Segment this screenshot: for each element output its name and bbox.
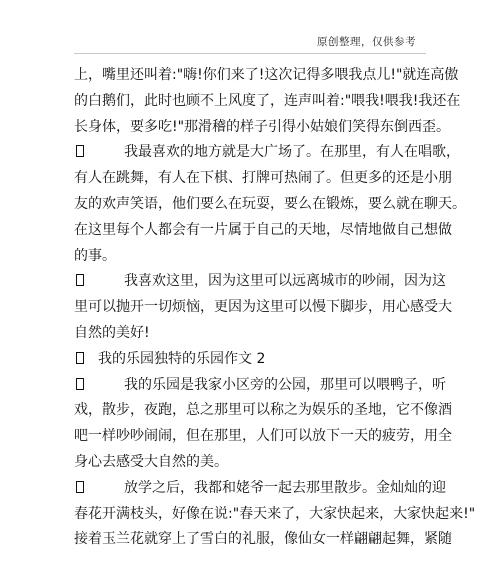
text-line bbox=[74, 63, 459, 89]
missing-glyph-box-icon bbox=[76, 378, 84, 390]
text-line bbox=[74, 244, 426, 270]
line-text: 我的乐园是我家小区旁的公园，那里可以喂鸭子，听 bbox=[124, 376, 446, 393]
line-text: 友的欢声笑语，他们要么在玩耍，要么在锻炼，要么就在聊天。 bbox=[74, 195, 466, 212]
line-text: 我喜欢这里，因为这里可以远离城市的吵闹，因为这 bbox=[124, 273, 446, 290]
line-text: 吧一样吵吵闹闹，但在那里，人们可以放下一天的疲劳，用全 bbox=[74, 428, 452, 445]
missing-glyph-box-icon bbox=[76, 145, 84, 157]
text-line bbox=[74, 115, 451, 141]
line-text: 里可以抛开一切烦恼，更因为这里可以慢下脚步，用心感受大 bbox=[74, 299, 452, 316]
document-body bbox=[74, 63, 476, 566]
line-text: 我的乐园独特的乐园作文 2 bbox=[98, 350, 266, 367]
text-line bbox=[74, 192, 466, 218]
line-text: 的白鹅们，此时也顾不上风度了，连声叫着:"喂我!喂我!我还在 bbox=[74, 92, 461, 109]
line-text: 有人在跳舞，有人在下棋、打牌可热闹了。但更多的还是小朋 bbox=[74, 170, 452, 187]
line-text: 春花开满枝头，好像在说:"春天来了，大家快起来，大家快起来!" bbox=[74, 505, 476, 522]
text-line bbox=[74, 140, 460, 166]
line-text: 戏，散步，夜跑，总之那里可以称之为娱乐的圣地，它不像酒 bbox=[74, 402, 452, 419]
missing-glyph-box-icon bbox=[76, 274, 84, 286]
text-line bbox=[74, 424, 452, 450]
line-text: 接着玉兰花就穿上了雪白的礼服，像仙女一样翩翩起舞，紧随 bbox=[74, 531, 452, 548]
line-text: 长身体，要多吃!"那滑稽的样子引得小姑娘们笑得东倒西歪。 bbox=[74, 118, 451, 135]
text-line bbox=[74, 476, 446, 502]
line-text: 身心去感受大自然的美。 bbox=[74, 453, 228, 470]
text-line bbox=[74, 295, 452, 321]
line-text: 放学之后，我都和姥爷一起去那里散步。金灿灿的迎 bbox=[124, 479, 446, 496]
header-divider bbox=[74, 53, 426, 54]
page-bottom-crop bbox=[0, 555, 500, 566]
text-line bbox=[74, 347, 426, 373]
line-text: 自然的美好! bbox=[74, 324, 150, 341]
text-line bbox=[74, 398, 452, 424]
page-header-note: 原创整理，仅供参考 bbox=[317, 36, 416, 48]
missing-glyph-box-icon bbox=[76, 352, 84, 364]
line-text: 我最喜欢的地方就是大广场了。在那里，有人在唱歌， bbox=[124, 144, 460, 161]
text-line bbox=[74, 527, 452, 553]
text-line bbox=[74, 218, 452, 244]
text-line bbox=[74, 373, 446, 399]
text-line bbox=[74, 269, 446, 295]
text-line bbox=[74, 502, 476, 528]
line-text: 的事。 bbox=[74, 247, 116, 264]
line-text: 在这里每个人都会有一片属于自己的天地，尽情地做自己想做 bbox=[74, 221, 452, 238]
text-line bbox=[74, 166, 452, 192]
text-line bbox=[74, 321, 426, 347]
missing-glyph-box-icon bbox=[76, 481, 84, 493]
text-line bbox=[74, 450, 426, 476]
text-line bbox=[74, 89, 461, 115]
line-text: 上，嘴里还叫着:"嗨!你们来了!这次记得多喂我点儿!"就连高傲 bbox=[74, 67, 459, 83]
